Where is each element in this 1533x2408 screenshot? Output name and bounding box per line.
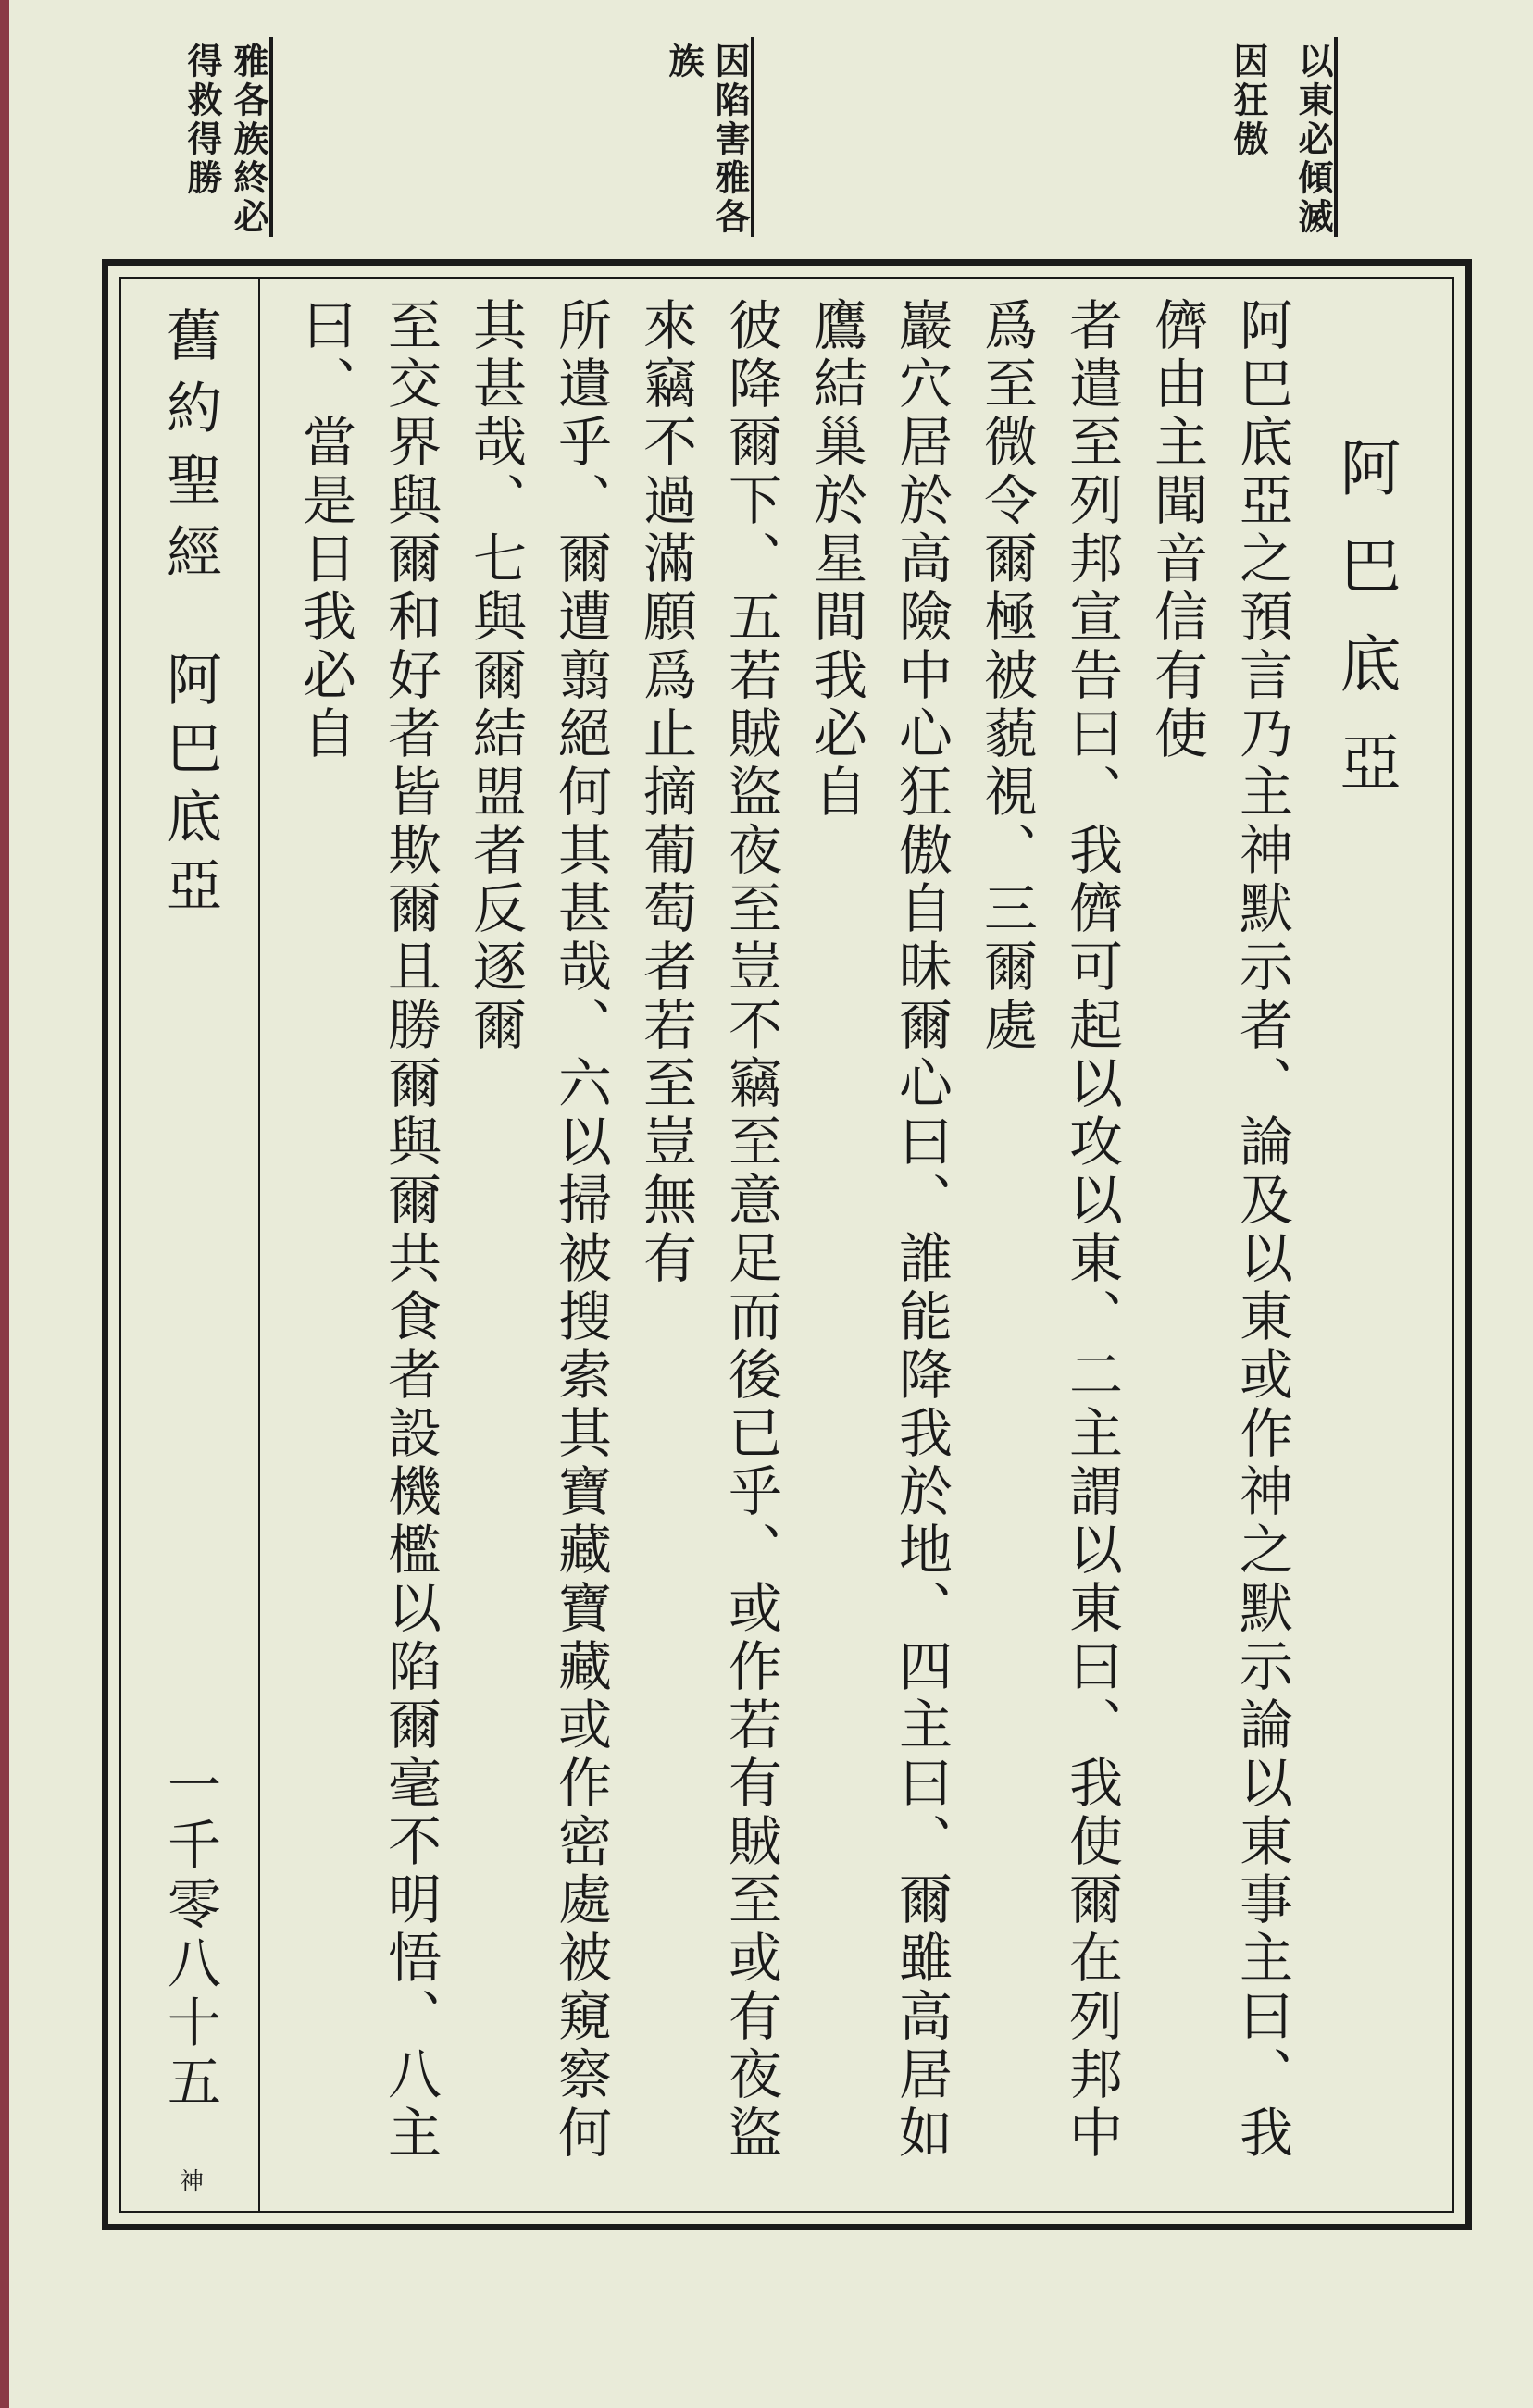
book-title: 阿巴底亞 <box>1329 436 1401 828</box>
marginal-heading: 雅各族終必 <box>227 37 273 237</box>
text-column: 彼降爾下、五若賊盜夜至豈不竊至意足而後已乎、或作若有賊至或有夜盜來竊不過滿願爲止摘葡萄者若至豈無有 <box>634 297 782 2163</box>
page-number: 一千零八十五 <box>158 1757 221 2113</box>
scripture-text <box>279 297 1425 2192</box>
chapter-label: 阿巴底亞 <box>157 651 222 925</box>
text-column: 巖穴居於高險中心狂傲自昧爾心曰、誰能降我於地、四主曰、爾雖高居如鷹結巢於星間我必自 <box>804 297 953 2163</box>
page-frame <box>102 259 1472 2230</box>
text-column: 至交界與爾和好者皆欺爾且勝爾與爾共食者設機檻以陷爾毫不明悟、八主曰、當是日我必自 <box>293 297 442 2163</box>
marginal-heading: 因狂傲 <box>1228 43 1269 159</box>
marginal-heading: 以東必傾滅 <box>1291 37 1338 237</box>
book-name: 舊約聖經 <box>157 306 222 595</box>
text-column <box>279 297 282 2192</box>
text-column: 阿巴底亞之預言乃主神默示者、論及以東或作神之默示論以東事主曰、我儕由主聞音信有使 <box>1145 297 1293 2163</box>
marginal-heading: 因陷害雅各 <box>708 37 754 237</box>
marginal-heading: 得救得勝 <box>181 43 223 198</box>
running-footer <box>121 279 260 2211</box>
marginal-heading: 族 <box>663 43 704 81</box>
marginal-headings <box>0 37 1533 268</box>
edition-stamp: 神 <box>175 2168 204 2192</box>
page-frame-inner <box>119 277 1454 2213</box>
text-column: 所遺乎、爾遭翦絕何其甚哉、六以掃被搜索其寶藏寶藏或作密處被窺察何其甚哉、七與爾結盟者反逐爾 <box>464 297 612 2163</box>
text-column: 者遣至列邦宣告曰、我儕可起以攻以東、二主謂以東曰、我使爾在列邦中爲至微令爾極被藐視、三爾處 <box>975 297 1123 2163</box>
